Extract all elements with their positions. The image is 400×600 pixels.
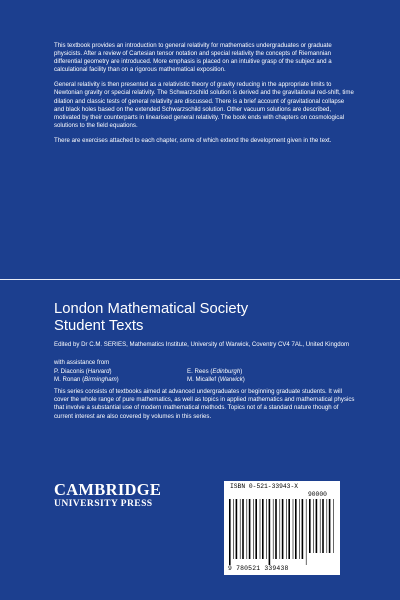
barcode-panel	[224, 481, 340, 575]
barcode-bar	[275, 499, 277, 559]
barcode-bar	[269, 499, 271, 565]
assistant-entry: P. Diaconis (Harvard)	[54, 368, 112, 375]
price-addon-number: 90000	[308, 491, 327, 498]
barcode-bar	[293, 499, 294, 559]
barcode-bar	[255, 499, 257, 559]
blurb-paragraph-2: General relativity is then presented as a relativistic theory of gravity reducing in the appropriate limits to Newtonian gravity or special relativity. The Schwarzschild solution is derived and the gravitational red-shift, time dilation and classic tests of general relativity are discussed. There is a brief account of gravitational collapse and black holes based on the extended Schwarzschild solution. Other vacuum solutions are described, motivated by their counterparts in linearised general relativity. The book ends with chapters on cosmological solutions to the field equations.	[54, 81, 354, 129]
assistant-affiliation: Warwick	[219, 376, 243, 384]
publisher-name-line-2: UNIVERSITY PRESS	[54, 498, 153, 509]
barcode-bar	[273, 499, 274, 559]
section-divider	[0, 279, 400, 280]
barcode-bar	[249, 499, 251, 559]
barcode-bar	[280, 499, 281, 559]
series-title-line-2: Student Texts	[54, 318, 144, 334]
assistant-entry: E. Rees (Edinburgh)	[187, 368, 243, 375]
barcode-bar	[282, 499, 284, 559]
barcode-bar	[240, 499, 241, 559]
barcode-bar	[322, 499, 324, 553]
barcode-bar	[288, 499, 290, 559]
assistance-heading: with assistance from	[54, 359, 110, 366]
barcode-bar	[242, 499, 244, 559]
publisher-name-line-1: CAMBRIDGE	[54, 480, 162, 499]
barcode-bar	[260, 499, 261, 559]
assistant-entry: M. Micallef (Warwick)	[187, 376, 245, 384]
barcode-bar	[233, 499, 234, 559]
series-editor: Edited by Dr C.M. SERIES, Mathematics Institute, University of Warwick, Coventry CV4 7AL, United Kingdom	[54, 341, 350, 348]
barcode-bar	[327, 499, 328, 553]
barcode-bar	[247, 499, 248, 559]
ean-barcode-icon	[229, 499, 307, 565]
barcode-bar	[309, 499, 311, 553]
barcode-bar	[236, 499, 238, 559]
publisher-logo	[54, 482, 161, 509]
barcode-bar	[320, 499, 321, 553]
barcode-bar	[262, 499, 264, 559]
book-blurb	[54, 42, 354, 152]
barcode-bar	[306, 499, 307, 565]
blurb-paragraph-3: There are exercises attached to each chapter, some of which extend the development given in the text.	[54, 136, 332, 144]
barcode-bar	[295, 499, 297, 559]
ean-number: 9 780521 339438	[228, 565, 289, 572]
assistant-name: M. Ronan	[54, 376, 81, 384]
series-title	[54, 301, 354, 335]
assistant-name: P. Diaconis	[54, 368, 85, 375]
addon-barcode-icon	[309, 499, 335, 559]
barcode-bar	[229, 499, 231, 565]
blurb-paragraph-1: This textbook provides an introduction to general relativity for mathematics undergraduates or graduate physicists. After a review of Cartesian tensor notation and special relativity the concepts of Riemannian differential geometry are introduced. More emphasis is placed on an intuitive grasp of the subject and a calculational facility than on a rigorous mathematical exposition.	[54, 42, 332, 74]
barcode-bar	[333, 499, 334, 553]
isbn-label: ISBN 0-521-33943-X	[230, 483, 299, 490]
series-title-line-1: London Mathematical Society	[54, 301, 249, 317]
assistants-list	[54, 368, 294, 385]
barcode-bar	[286, 499, 287, 559]
assistant-entry: M. Ronan (Birmingham)	[54, 376, 119, 384]
series-description: This series consists of textbooks aimed at advanced undergraduates or beginning graduate students. It will cover the whole range of pure mathematics, as well as topics in applied mathematics and mathematical physics that involve a substantial use of modern mathematical methods. Topics not of a standard nature though of current interest are also covered by volumes in this series.	[54, 388, 355, 420]
barcode-bar	[316, 499, 318, 553]
barcode-bar	[302, 499, 304, 559]
assistant-affiliation: Edinburgh	[212, 368, 241, 375]
barcode-bar	[266, 499, 267, 559]
assistant-name: M. Micallef	[187, 376, 217, 384]
assistant-affiliation: Harvard	[87, 368, 110, 375]
assistant-name: E. Rees	[187, 368, 209, 375]
barcode-bar	[253, 499, 254, 559]
barcode-bar	[313, 499, 314, 553]
assistants-row	[54, 368, 294, 376]
assistants-row	[54, 376, 294, 384]
assistant-affiliation: Birmingham	[84, 376, 117, 384]
barcode-bar	[299, 499, 300, 559]
barcode-bar	[329, 499, 331, 553]
